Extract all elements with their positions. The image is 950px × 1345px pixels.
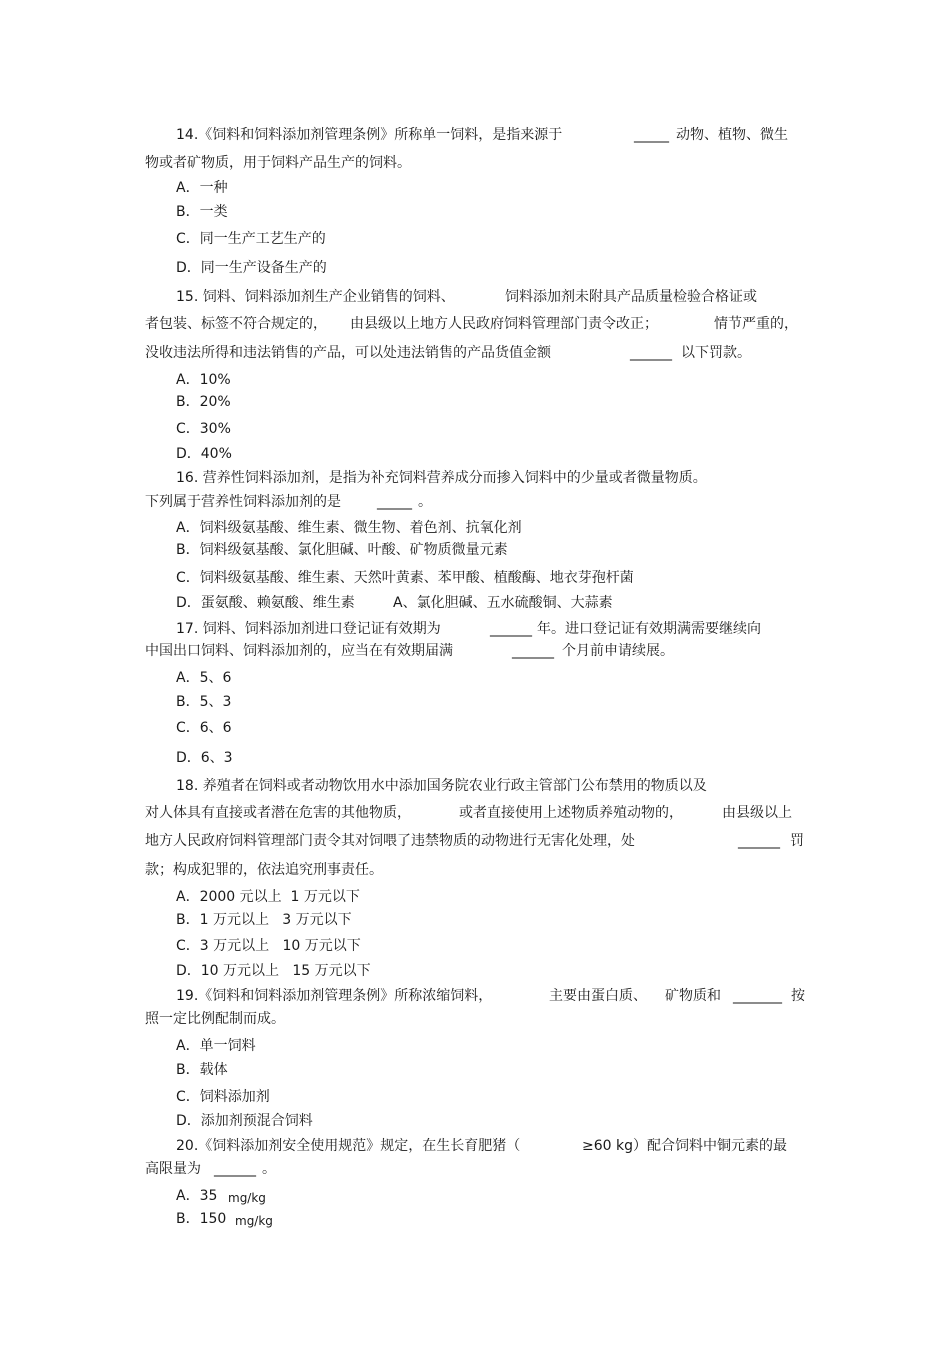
option-14-d: D．同一生产设备生产的 xyxy=(176,260,327,276)
question-17-line-1: 17. 饲料、饲料添加剂进口登记证有效期为 xyxy=(176,621,441,637)
option-14-a: A．一种 xyxy=(176,180,228,196)
question-15-line-2c: 情节严重的， xyxy=(714,316,798,332)
question-20-line-2b: 。 xyxy=(262,1161,276,1177)
option-20-b-unit: mg/kg xyxy=(235,1214,273,1228)
option-16-b: B．饲料级氨基酸、氯化胆碱、叶酸、矿物质微量元素 xyxy=(176,542,508,558)
option-17-d: D．6、3 xyxy=(176,750,233,766)
answer-blank: ______ xyxy=(512,643,554,659)
option-14-c: C．同一生产工艺生产的 xyxy=(176,231,326,247)
option-20-a: A．35 xyxy=(176,1188,218,1204)
option-18-c: C．3 万元以上 10 万元以下 xyxy=(176,938,361,954)
question-19-line-1: 19.《饲料和饲料添加剂管理条例》所称浓缩饲料， xyxy=(176,988,493,1004)
question-20-line-2: 高限量为 xyxy=(145,1161,201,1177)
question-14-line-1b: 动物、植物、微生 xyxy=(676,127,788,143)
answer-blank: _____ xyxy=(377,494,412,510)
question-18-line-3b: 罚 xyxy=(790,833,804,849)
answer-blank: ______ xyxy=(490,621,532,637)
question-15-line-1b: 饲料添加剂未附具产品质量检验合格证或 xyxy=(505,289,757,305)
option-16-d: D．蛋氨酸、赖氨酸、维生素 xyxy=(176,595,355,611)
question-15-line-2b: 由县级以上地方人民政府饲料管理部门责令改正； xyxy=(350,316,658,332)
option-19-b: B．载体 xyxy=(176,1062,228,1078)
option-18-b: B．1 万元以上 3 万元以下 xyxy=(176,912,352,928)
answer-blank: _____ xyxy=(634,127,669,143)
question-18-line-3: 地方人民政府饲料管理部门责令其对饲喂了违禁物质的动物进行无害化处理，处 xyxy=(145,833,635,849)
option-17-a: A．5、6 xyxy=(176,670,232,686)
question-14-line-1: 14.《饲料和饲料添加剂管理条例》所称单一饲料，是指来源于 xyxy=(176,127,563,143)
question-18-line-1: 18. 养殖者在饲料或者动物饮用水中添加国务院农业行政主管部门公布禁用的物质以及 xyxy=(176,778,707,794)
question-17-line-2: 中国出口饲料、饲料添加剂的，应当在有效期届满 xyxy=(145,643,453,659)
option-19-a: A．单一饲料 xyxy=(176,1038,256,1054)
answer-blank: ______ xyxy=(214,1161,256,1177)
answer-blank: ______ xyxy=(738,833,780,849)
answer-blank: _______ xyxy=(733,988,782,1004)
option-18-a: A．2000 元以上 1 万元以下 xyxy=(176,889,360,905)
question-14-line-2: 物或者矿物质，用于饲料产品生产的饲料。 xyxy=(145,155,411,171)
question-18-line-2c: 由县级以上 xyxy=(722,805,792,821)
question-16-line-2b: 。 xyxy=(418,494,432,510)
option-15-b: B．20% xyxy=(176,394,231,410)
question-18-line-2b: 或者直接使用上述物质养殖动物的， xyxy=(459,805,683,821)
option-19-d: D．添加剂预混合饲料 xyxy=(176,1113,313,1129)
option-18-d: D．10 万元以上 15 万元以下 xyxy=(176,963,371,979)
question-15-line-3b: 以下罚款。 xyxy=(681,345,751,361)
answer-blank: ______ xyxy=(630,345,672,361)
question-19-line-1d: 按 xyxy=(791,988,805,1004)
question-19-line-1c: 矿物质和 xyxy=(665,988,721,1004)
question-19-line-1b: 主要由蛋白质、 xyxy=(549,988,647,1004)
question-20-line-1b: ≥60 kg）配合饲料中铜元素的最 xyxy=(582,1138,787,1154)
question-18-line-2: 对人体具有直接或者潜在危害的其他物质， xyxy=(145,805,411,821)
option-16-a: A．饲料级氨基酸、维生素、微生物、着色剂、抗氧化剂 xyxy=(176,520,522,536)
option-19-c: C．饲料添加剂 xyxy=(176,1089,270,1105)
question-20-line-1: 20.《饲料添加剂安全使用规范》规定，在生长育肥猪（ xyxy=(176,1138,521,1154)
option-16-c: C．饲料级氨基酸、维生素、天然叶黄素、苯甲酸、植酸酶、地衣芽孢杆菌 xyxy=(176,570,634,586)
question-15-line-3: 没收违法所得和违法销售的产品，可以处违法销售的产品货值金额 xyxy=(145,345,551,361)
option-20-b: B．150 xyxy=(176,1211,227,1227)
option-16-d-cont: A、氯化胆碱、五水硫酸铜、大蒜素 xyxy=(393,595,613,611)
option-15-c: C．30% xyxy=(176,421,231,437)
question-16-line-1: 16. 营养性饲料添加剂，是指为补充饲料营养成分而掺入饲料中的少量或者微量物质。 xyxy=(176,470,707,486)
question-17-line-1b: 年。进口登记证有效期满需要继续向 xyxy=(537,621,761,637)
option-15-a: A．10% xyxy=(176,372,231,388)
option-17-b: B．5、3 xyxy=(176,694,232,710)
question-19-line-2: 照一定比例配制而成。 xyxy=(145,1011,285,1027)
question-15-line-1: 15. 饲料、饲料添加剂生产企业销售的饲料、 xyxy=(176,289,455,305)
question-18-line-4: 款；构成犯罪的，依法追究刑事责任。 xyxy=(145,862,383,878)
question-17-line-2b: 个月前申请续展。 xyxy=(562,643,674,659)
option-14-b: B．一类 xyxy=(176,204,228,220)
option-17-c: C．6、6 xyxy=(176,720,232,736)
option-20-a-unit: mg/kg xyxy=(228,1191,266,1205)
question-16-line-2: 下列属于营养性饲料添加剂的是 xyxy=(145,494,341,510)
option-15-d: D．40% xyxy=(176,446,232,462)
question-15-line-2: 者包装、标签不符合规定的， xyxy=(145,316,327,332)
